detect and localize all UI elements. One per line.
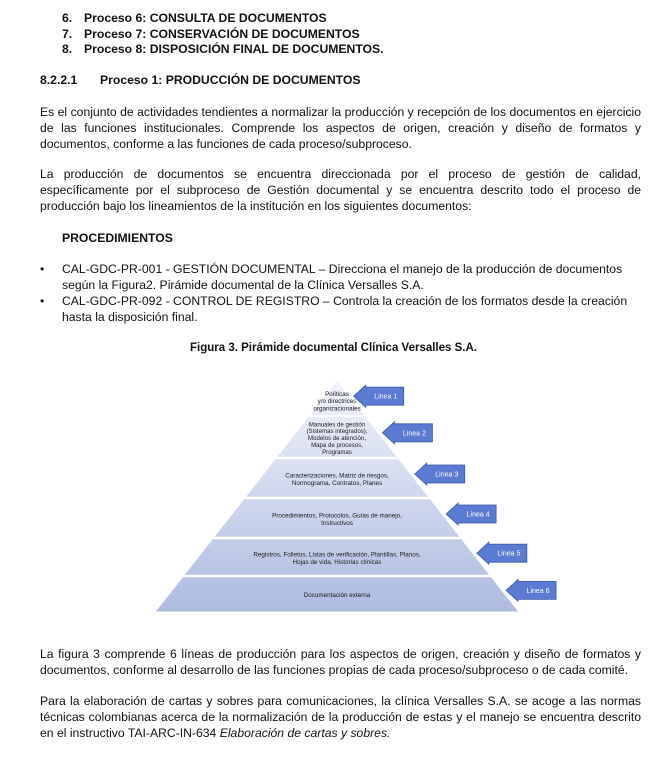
pyramid-level-4-text: Procedimientos, Protocolos, Guías de manejo, Instructivos — [272, 512, 402, 527]
process-item: 6. Proceso 6: CONSULTA DE DOCUMENTOS — [62, 11, 327, 25]
line-label-6: Linea 6 — [526, 587, 550, 595]
procedures-list — [40, 262, 641, 327]
list-item: • CAL-GDC-PR-092 - CONTROL DE REGISTRO – Controla la creación de los formatos desde la creación hasta la disposición final. — [40, 294, 628, 325]
pyramid-level-6-text: Documentación externa — [303, 592, 371, 600]
line-label-5: Linea 5 — [497, 550, 521, 558]
figure-caption: Figura 3. Pirámide documental Clínica Versalles S.A. — [190, 342, 477, 354]
pyramid-level-2-text: Manuales de gestión (Sistemas integrados), Modelos de atención, Mapa de procesos, Programas — [306, 421, 368, 456]
line-label-3: Linea 3 — [435, 471, 459, 479]
procedures-heading: PROCEDIMIENTOS — [62, 231, 173, 245]
process-list — [62, 11, 384, 58]
pyramid-level-1-text: Políticas y/o directrices organizacionales — [313, 391, 361, 413]
section-title: Proceso 1: PRODUCCIÓN DE DOCUMENTOS — [100, 73, 361, 87]
line-label-2: Linea 2 — [402, 430, 426, 438]
line-label-4: Linea 4 — [466, 511, 490, 519]
section-number: 8.2.2.1 — [40, 73, 78, 87]
paragraph-definition: Es el conjunto de actividades tendientes a normalizar la producción y recepción de los documentos en ejercicio de las funciones institucionales. Comprende los aspectos de origen, creación y diseño de formatos y documentos, conforme a las funciones de cada proceso/subproceso. — [40, 105, 641, 151]
process-item: 8. Proceso 8: DISPOSICIÓN FINAL DE DOCUMENTOS. — [62, 42, 384, 56]
section-heading — [40, 73, 361, 87]
pyramid-level-5-text: Registros, Folletos, Listas de verificación, Plantillas, Planos, Hojas de vida, Historias clínicas — [253, 551, 421, 566]
paragraph-figure-description: La figura 3 comprende 6 líneas de producción para los aspectos de origen, creación y diseño de formatos y documentos, conforme al desarrollo de las funciones propias de cada proceso/subproceso o de cada comité. — [40, 647, 641, 677]
bullet-icon: • — [40, 294, 45, 309]
pyramid-level-3-text: Caracterizaciones, Matriz de riesgos, Normograma, Contratos, Planes — [285, 472, 389, 487]
document-pyramid — [147, 372, 550, 616]
paragraph-letters: Para la elaboración de cartas y sobres para comunicaciones, la clínica Versalles S.A. se acoge a las normas técnicas colombianas acerca de la normalización de la producción de estas y el manejo se encuentra descrito en el instructivo TAI-ARC-IN-634 Elaboración de cartas y sobres. — [40, 694, 641, 740]
paragraph-direction: La producción de documentos se encuentra direccionada por el proceso de gestión de calidad, específicamente por el subproceso de Gestión documental y se encuentra descrito todo el proceso de producción bajo los lineamientos de la institución en los siguientes documentos: — [40, 167, 641, 213]
bullet-icon: • — [40, 262, 45, 276]
list-item: • CAL-GDC-PR-001 - GESTIÓN DOCUMENTAL – Direcciona el manejo de la producción de documentos según la Figura2. Pirámide documental de la Clínica Versalles S.A. — [40, 262, 623, 292]
process-item: 7. Proceso 7: CONSERVACIÓN DE DOCUMENTOS — [62, 26, 360, 41]
line-label-1: Linea 1 — [374, 393, 398, 401]
